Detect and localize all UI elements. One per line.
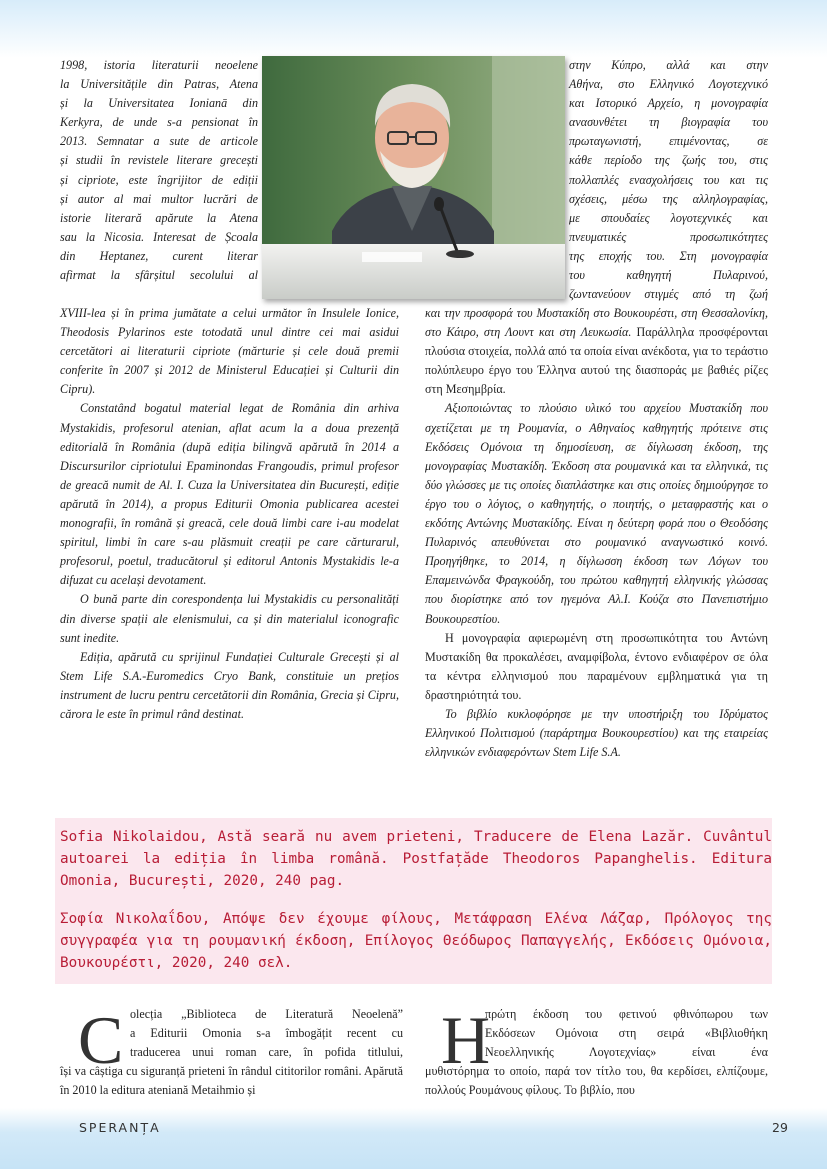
- page-number: 29: [772, 1120, 788, 1135]
- right-column-lower: [425, 304, 768, 762]
- text-line: ζωντανεύουν στιγμές από τη ζωή: [569, 287, 768, 302]
- top-gradient-band: [0, 0, 827, 58]
- left-column-first-paragraph-lines: [60, 56, 258, 285]
- author-photo: [262, 56, 565, 299]
- bottom-gradient-band: [0, 1108, 827, 1169]
- review-greek-rest: μυθιστόρημα το οποίο, παρά τον τίτλο του, θα κερδίσει, ελπίζουμε, πολλούς Ρουμάνους φίλους. Το βιβλίο, που: [425, 1064, 768, 1098]
- text-line: din Heptanez, curent literar: [60, 248, 258, 263]
- right-column-first-paragraph-lines: [569, 56, 768, 304]
- text-line: la Universitățile din Patras, Atena: [60, 77, 258, 92]
- left-paragraph-1-rest: XVIII-lea și în prima jumătate a celui următor în Insulele Ionice, Theodosis Pylarinos este totodată unul dintre cei mai asidui cercetători ai literaturii cipriote (mărturie și cele două premii conferite în 2007 și 2012 de Ministerul Educației și Culturii din Cipru).: [60, 306, 399, 397]
- text-line: sau la Nicosia. Interesat de Școala: [60, 229, 258, 244]
- text-line: afirmat la sfârșitul secolului al: [60, 268, 258, 283]
- text-line: Εκδόσεων Ομόνοια στη σειρά «Βιβλιοθήκη: [485, 1026, 768, 1041]
- text-line: și autor al mai multor lucrări de: [60, 191, 258, 206]
- text-line: πρώτη έκδοση του φετινού φθινόπωρου των: [485, 1007, 768, 1021]
- text-line: και Ιστορικό Αρχείο, η μονογραφία: [569, 96, 768, 111]
- text-line: a Editurii Omonia s-a îmbogățit recent cu: [130, 1026, 403, 1041]
- left-column-upper: [60, 56, 258, 285]
- review-greek-text: [425, 1002, 768, 1100]
- text-line: 1998, istoria literaturii neoelene: [60, 58, 258, 72]
- text-line: olecția „Biblioteca de Literatură Neoelenă”: [130, 1007, 403, 1021]
- text-line: ανασυνθέτει τη βιογραφία του: [569, 115, 768, 130]
- text-line: της εποχής του. Στη μονογραφία: [569, 248, 768, 263]
- book-reference-greek: Σοφία Νικολαΐδου, Απόψε δεν έχουμε φίλους, Μετάφραση Ελένα Λάζαρ, Πρόλογος της συγγραφέα για τη ρουμανική έκδοση, Επίλογος Θεόδωρος Παπαγγελής, Εκδόσεις Ομόνοια, Βουκουρέστι, 2020, 240 σελ.: [60, 911, 772, 971]
- author-photo-illustration: [262, 56, 565, 299]
- text-line: με σπουδαίες λογοτεχνικές και: [569, 210, 768, 225]
- review-romanian-rest: își va câștiga cu siguranță prieteni în rândul cititorilor români. Apărută în 2010 la editura ateniană Metaihmio și: [60, 1064, 403, 1098]
- text-line: și la Universitatea Ionianā din: [60, 96, 258, 111]
- right-paragraph-2: Αξιοποιώντας το πλούσιο υλικό του αρχείου Μυστακίδη που σχετίζεται με τη Ρουμανία, ο Αθηναίος καθηγητής πρότεινε στις Εκδόσεις Ομόνοια τη δημοσίευση, σε δίγλωσση έκδοση, της μονογραφίας Μυστακίδη. Έκδοση στα ρουμανικά και τα ελληνικά, τις δύο γλώσσες με τις οποίες διαπλάστηκε και στις οποίες δημιούργησε το έργο του ο λόγιος, ο καθηγητής, ο ποιητής, ο μεταφραστής και ο εκδότης Αντώνης Μυστακίδης. Είναι η δεύτερη φορά που ο Θεοδόσης Πυλαρινός απευθύνεται στο ρουμανικό αναγνωστικό κοινό. Προηγήθηκε, το 2014, η δίγλωσση έκδοση των Λόγων του Επαμεινώνδα Φραγκούδη, του πρώτου καθηγητή ελληνικής γλώσσας που διορίστηκε από τον ηγεμόνα Αλ.Ι. Κούζα στο Πανεπιστήμιο Βουκουρεστίου.: [425, 401, 768, 626]
- text-line: și studii în revistele literare grecești: [60, 153, 258, 168]
- text-line: του καθηγητή Πυλαρινού,: [569, 268, 768, 283]
- text-line: πολλαπλές ενασχολήσεις του και τις: [569, 172, 768, 187]
- text-line: πνευματικές προσωπικότητες: [569, 229, 768, 244]
- right-paragraph-1-regular: Παράλληλα προσφέρονται πλούσια στοιχεία, πολλά από τα οποία είναι ανέκδοτα, για το τεράστιο πολύπλευρο έργο του Έλληνα αυτού της διασποράς με βαθιές ρίζες στη Μεσημβρία.: [425, 325, 768, 397]
- left-paragraph-4: Ediția, apărută cu sprijinul Fundației Culturale Grecești și al Stem Life S.A.-Euromedics Cryo Bank, constituie un prețios instrument de lucru pentru cercetătorii din România, Grecia și Cipru, cărora le este în primul rând destinat.: [60, 649, 399, 721]
- right-paragraph-1-rest: [425, 304, 768, 399]
- text-line: 2013. Semnatar a sute de articole: [60, 134, 258, 149]
- text-line: Αθήνα, στο Ελληνικό Λογοτεχνικό: [569, 77, 768, 92]
- text-line: Νεοελληνικής Λογοτεχνίας» είναι ένα: [485, 1045, 768, 1060]
- review-romanian-text: [60, 1002, 403, 1100]
- right-paragraph-4: Το βιβλίο κυκλοφόρησε με την υποστήριξη του Ιδρύματος Ελληνικού Πολιτισμού (παράρτημα Βουκουρεστίου) και της εταιρείας ελληνικών ενδιαφερόντων Stem Life S.A.: [425, 706, 768, 760]
- magazine-name: SPERANȚA: [79, 1120, 161, 1135]
- text-line: σχέσεις, μέσω της αλληλογραφίας,: [569, 191, 768, 206]
- text-line: στην Κύπρο, αλλά και στην: [569, 58, 768, 72]
- text-line: traducerea unui roman care, în pofida titlului,: [130, 1045, 403, 1060]
- review-romanian-lines-beside-cap: [60, 1005, 403, 1062]
- left-column-lower: [60, 304, 399, 724]
- text-line: κάθε περίοδο της ζωής του, στις: [569, 153, 768, 168]
- text-line: istorie literară apărute la Atena: [60, 210, 258, 225]
- drop-cap-romanian: C: [78, 1002, 124, 1078]
- drop-cap-greek: Η: [441, 1002, 491, 1078]
- right-paragraph-1-italic: και την προσφορά του Μυστακίδη στο Βουκουρέστι, στη Θεσσαλονίκη, στο Κάιρο, στη Λουντ και στη Λευκωσία.: [425, 306, 768, 340]
- right-column-upper: [569, 56, 768, 304]
- text-line: Kerkyra, de unde s-a pensionat în: [60, 115, 258, 130]
- text-line: πρωταγωνιστή, επιμένοντας, σε: [569, 134, 768, 149]
- right-paragraph-3: Η μονογραφία αφιερωμένη στη προσωπικότητα του Αντώνη Μυστακίδη θα προκαλέσει, αναμφίβολα, έντονο ενδιαφέρον σε όλα τα κέντρα ελληνισμού που παραμένουν εμβληματικά για τη δραστηριότητά του.: [425, 630, 768, 702]
- left-paragraph-2: Constatând bogatul material legat de România din arhiva Mystakidis, profesorul atenian, aflat acum la a doua prezență editorială în România (după ediția bilingvă apărută în 2014 a Discursurilor cipriotului Epaminondas Frangoudis, primul profesor de greacă numit de Al. I. Cuza la Universitatea din București, ediție apărută în 2014), a propus Editurii Omonia publicarea acestei monografii, în română și greacă, cele două limbi care i-au modelat spiritul, limbi în care s-au plăsmuit creații pe care cărturarul, profesorul, poetul, traducătorul și editorul Antonis Mystakidis le-a difuzat cu același devotament.: [60, 401, 399, 588]
- text-line: și cipriote, este îngrijitor de ediții: [60, 172, 258, 187]
- review-greek-lines-beside-cap: [425, 1005, 768, 1062]
- left-paragraph-3: O bună parte din corespondența lui Mystakidis cu personalități din diverse spații ale elenismului, ca și din materialul iconografic sunt inedite.: [60, 592, 399, 645]
- book-reference-romanian: Sofia Nikolaidou, Astă seară nu avem prieteni, Traducere de Elena Lazăr. Cuvântul autoarei la ediția în limba română. Postfațăde Theodoros Papanghelis. Editura Omonia, București, 2020, 240 pag.: [60, 829, 772, 889]
